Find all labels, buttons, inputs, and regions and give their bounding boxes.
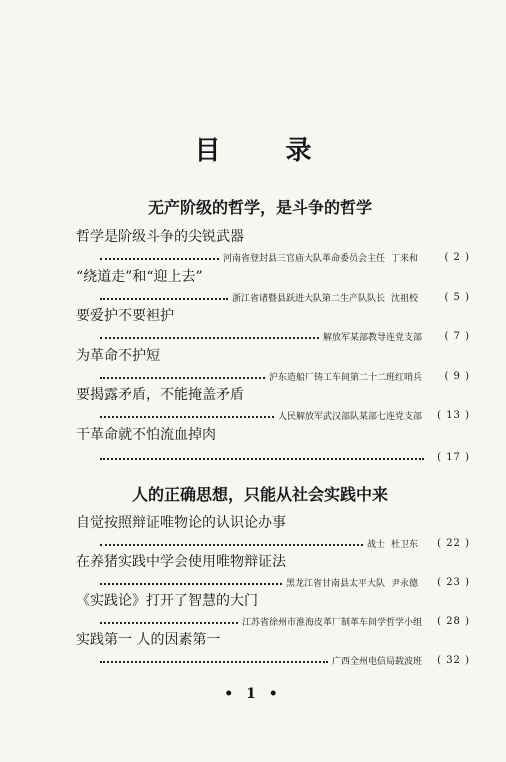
entry-source: 人民解放军武汉部队某部七连党支部 xyxy=(277,411,422,422)
section-heading: 人的正确思想，只能从社会实践中来 xyxy=(131,485,388,504)
toc-entry-line xyxy=(100,250,470,264)
toc-entry-line xyxy=(100,536,470,550)
entry-source: 浙江省诸暨县跃进大队第二生产队队长 xyxy=(231,293,385,304)
entry-author: 尹永德 xyxy=(390,578,418,589)
entry-page-number: ( 23 ) xyxy=(437,576,470,588)
toc-entry-title: 干革命就不怕流血掉肉 xyxy=(76,427,216,443)
entry-source: 河南省登封县三官庙大队革命委员会主任 xyxy=(222,253,385,264)
toc-entry-line xyxy=(100,450,470,464)
entry-page-number: ( 32 ) xyxy=(437,654,470,666)
toc-entry-title: “绕道走”和“迎上去” xyxy=(76,269,203,285)
toc-entry-line xyxy=(100,369,470,383)
page-title: 目 录 xyxy=(194,136,340,166)
leader-dots xyxy=(100,583,282,585)
entry-source: 黑龙江省甘南县太平大队 xyxy=(285,578,385,589)
entry-page-number: ( 17 ) xyxy=(437,451,470,463)
leader-dots xyxy=(100,258,219,260)
entry-page-number: ( 9 ) xyxy=(444,370,470,382)
entry-author: 丁来和 xyxy=(390,253,418,264)
toc-entry-title: 在养猪实践中学会使用唯物辩证法 xyxy=(76,554,286,570)
entry-page-number: ( 7 ) xyxy=(444,330,470,342)
entry-source: 广西全州电信局载波班 xyxy=(331,656,422,667)
entry-source: 解放军某部教导连党支部 xyxy=(322,332,422,343)
toc-entry-title: 自觉按照辩证唯物论的认识论办事 xyxy=(76,515,286,531)
entry-page-number: ( 28 ) xyxy=(437,615,470,627)
leader-dots xyxy=(100,661,328,663)
entry-source: 沪东造船厂铸工车间第二十二班红哨兵 xyxy=(268,372,422,383)
entry-author: 杜卫东 xyxy=(390,539,418,550)
toc-entry-title: 《实践论》打开了智慧的大门 xyxy=(76,593,258,609)
toc-entry-title: 要揭露矛盾，不能掩盖矛盾 xyxy=(76,387,244,403)
entry-source: 江苏省徐州市淮海皮革厂制革车间学哲学小组 xyxy=(241,617,422,628)
entry-page-number: ( 22 ) xyxy=(437,537,470,549)
toc-entry-line xyxy=(100,653,470,667)
toc-entry-title: 实践第一 人的因素第一 xyxy=(76,632,221,648)
toc-entry-line xyxy=(100,408,470,422)
section-heading: 无产阶级的哲学，是斗争的哲学 xyxy=(147,198,372,217)
entry-page-number: ( 5 ) xyxy=(444,291,470,303)
toc-entry-title: 为革命不护短 xyxy=(76,348,160,364)
leader-dots xyxy=(100,377,265,379)
entry-page-number: ( 2 ) xyxy=(444,251,470,263)
entry-author: 沈祖校 xyxy=(390,293,418,304)
toc-entry-line xyxy=(100,614,470,628)
toc-entry-line xyxy=(100,290,470,304)
leader-dots xyxy=(100,544,363,546)
toc-entry-title: 哲学是阶级斗争的尖锐武器 xyxy=(76,229,244,245)
leader-dots xyxy=(100,622,238,624)
leader-dots xyxy=(100,416,274,418)
leader-dots xyxy=(100,458,424,460)
entry-page-number: ( 13 ) xyxy=(437,409,470,421)
entry-source: 战士 xyxy=(366,539,385,550)
toc-entry-line xyxy=(100,329,470,343)
page-number: • 1 • xyxy=(224,686,282,702)
leader-dots xyxy=(100,298,228,300)
leader-dots xyxy=(100,337,319,339)
toc-entry-line xyxy=(100,575,470,589)
toc-entry-title: 要爱护不要袒护 xyxy=(76,308,174,324)
